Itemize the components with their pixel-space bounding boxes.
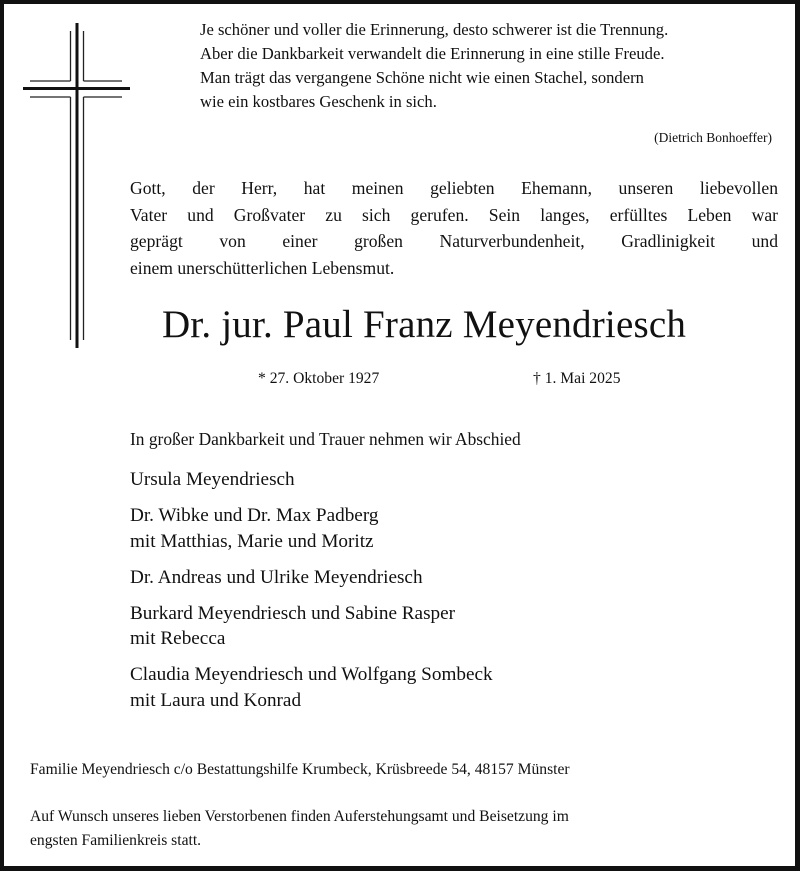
quote-line: Aber die Dankbarkeit verwandelt die Erinnerung in eine stille Freude. <box>200 44 665 63</box>
notice-line: Auf Wunsch unseres lieben Verstorbenen finden Auferstehungsamt und Beisetzung im <box>30 808 569 825</box>
mourner-children: mit Matthias, Marie und Moritz <box>130 530 374 552</box>
bonhoeffer-quote <box>200 18 668 114</box>
mourner-entry <box>130 503 493 554</box>
quote-line: Man trägt das vergangene Schöne nicht wie einen Stachel, sondern <box>200 68 644 87</box>
mourner-name: Dr. Wibke und Dr. Max Padberg <box>130 505 379 526</box>
intro-paragraph <box>130 175 778 281</box>
mourner-name: Claudia Meyendriesch und Wolfgang Sombeck <box>130 664 493 685</box>
mourner-entry <box>130 662 493 713</box>
intro-line: Gott, der Herr, hat meinen geliebten Ehemann, unseren liebevollen <box>130 178 778 198</box>
family-address: Familie Meyendriesch c/o Bestattungshilfe Krumbeck, Krüsbreede 54, 48157 Münster <box>30 761 570 778</box>
funeral-notice <box>30 805 569 853</box>
mourners-list <box>130 467 493 724</box>
notice-line: engsten Familienkreis statt. <box>30 832 202 849</box>
deceased-name: Dr. jur. Paul Franz Meyendriesch <box>161 303 687 346</box>
quote-author: (Dietrich Bonhoeffer) <box>654 130 772 145</box>
mourner-entry <box>130 565 493 591</box>
mourner-name: Burkard Meyendriesch und Sabine Rasper <box>130 602 456 624</box>
mourner-name: Ursula Meyendriesch <box>130 469 295 490</box>
mourner-entry <box>130 601 493 652</box>
intro-line: einem unerschütterlichen Lebensmut. <box>130 257 395 278</box>
mourner-children: mit Laura und Konrad <box>130 689 302 711</box>
mourner-children: mit Rebecca <box>130 628 226 649</box>
mourner-name: Dr. Andreas und Ulrike Meyendriesch <box>130 566 423 588</box>
mourner-entry <box>130 467 493 493</box>
farewell-line: In großer Dankbarkeit und Trauer nehmen wir Abschied <box>130 429 521 449</box>
quote-line: wie ein kostbares Geschenk in sich. <box>200 92 437 111</box>
intro-line: geprägt von einer großen Naturverbundenheit, Gradlinigkeit und <box>130 231 778 251</box>
quote-line: Je schöner und voller die Erinnerung, desto schwerer ist die Trennung. <box>200 20 669 39</box>
death-date: † 1. Mai 2025 <box>533 370 621 387</box>
birth-date: * 27. Oktober 1927 <box>258 370 380 387</box>
intro-line: Vater und Großvater zu sich gerufen. Sein langes, erfülltes Leben war <box>130 204 778 225</box>
